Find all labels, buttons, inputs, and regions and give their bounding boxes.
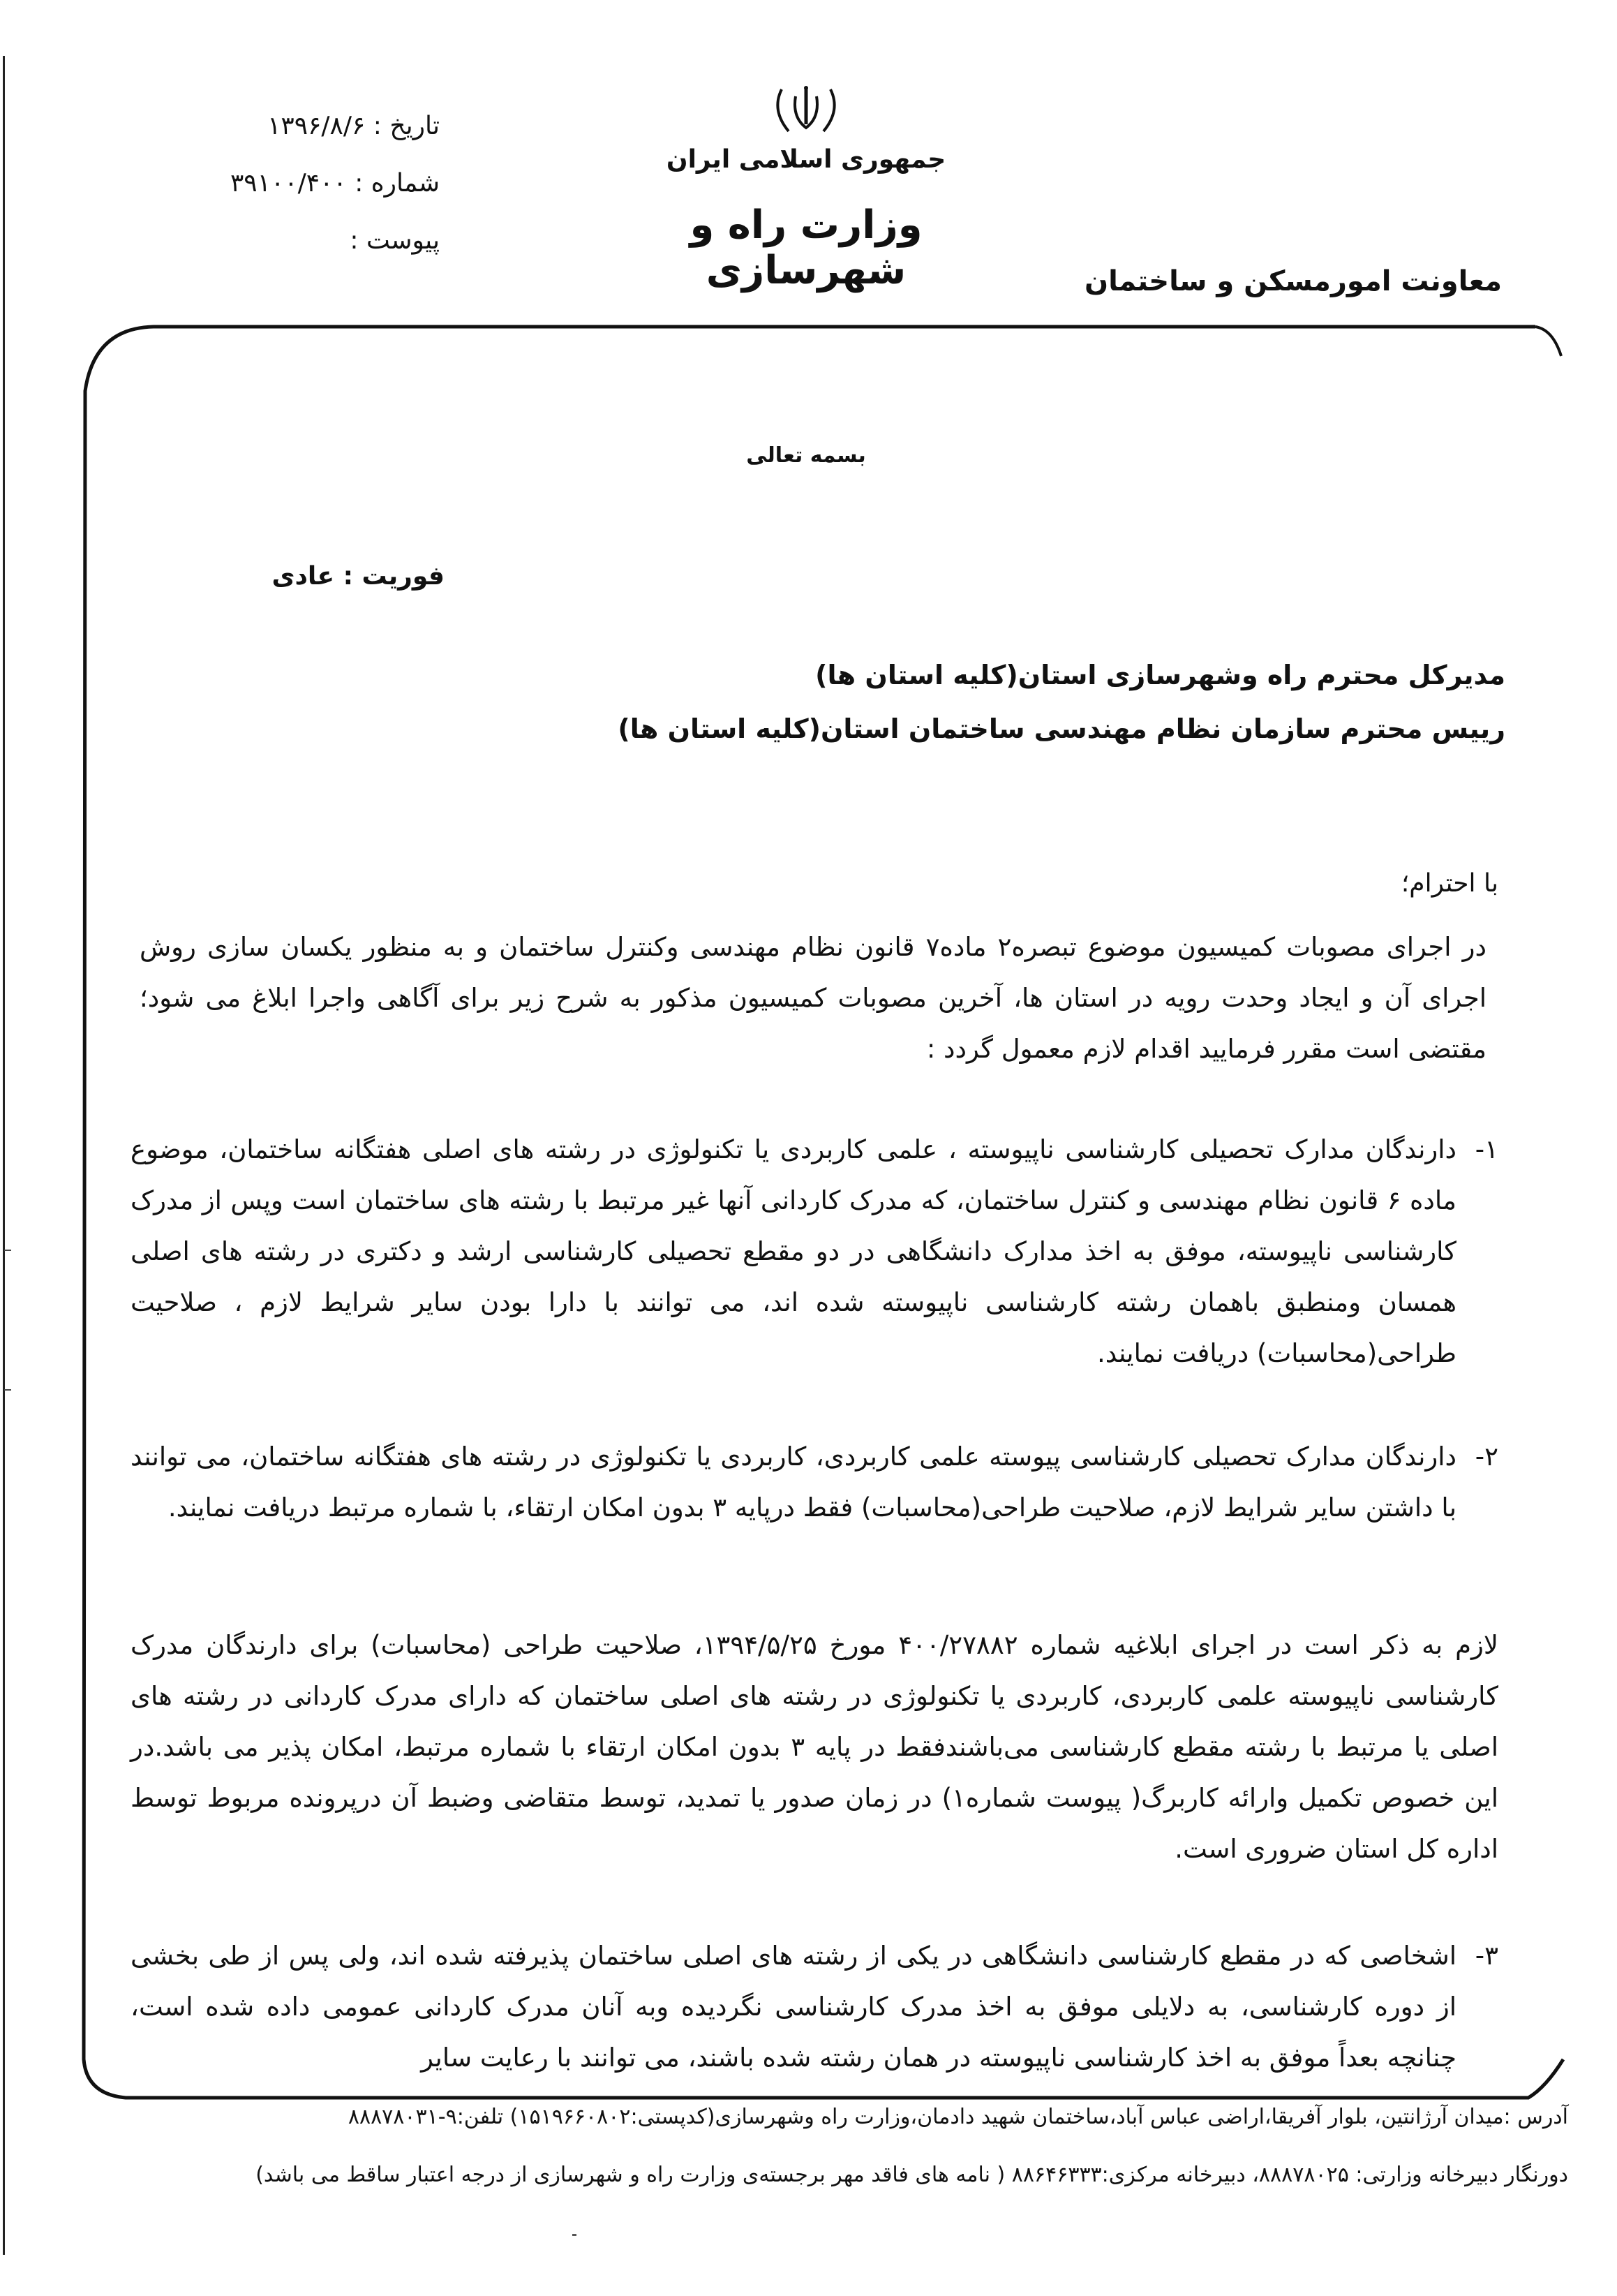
list-item: [131, 1431, 1498, 1533]
recipient-line: رییس محترم سازمان نظام مهندسی ساختمان استان(کلیه استان ها): [618, 713, 1505, 744]
item-text: اشخاصی که در مقطع کارشناسی دانشگاهی در یکی از رشته های اصلی ساختمان پذیرفته شده اند، ولی پس از طی بخشی از دوره کارشناسی، به دلایلی موفق به اخذ مدرک کارشناسی نگردیده وبه آنان مدرک کاردانی عمومی داده شده است، چنانچه بعداً موفق به اخذ کارشناسی ناپیوسته در همان رشته شده باشند، می توانند با رعایت سایر: [131, 1941, 1456, 2073]
list-item: [131, 1124, 1498, 1379]
date-field: تاریخ : ۱۳۹۶/۸/۶: [267, 112, 440, 140]
attachment-field: پیوست :: [350, 226, 440, 255]
deputy-name: معاونت امورمسکن و ساختمان: [1084, 265, 1502, 297]
item-number: ۱-: [1475, 1134, 1498, 1164]
recipient-line: مدیرکل محترم راه وشهرسازی استان(کلیه استان ها): [815, 660, 1505, 690]
country-name: جمهوری اسلامی ایران: [666, 145, 946, 174]
number-field: شماره : ۳۹۱۰۰/۴۰۰: [230, 169, 440, 198]
bism-heading: بسمه تعالی: [746, 443, 866, 468]
ministry-name: وزارت راه و شهرسازی: [690, 202, 923, 293]
footer-contacts: دورنگار دبیرخانه وزارتی: ۸۸۸۷۸۰۲۵، دبیرخانه مرکزی:۸۸۶۴۶۳۳۳ ( نامه های فاقد مهر برجسته‌ی وزارت راه و شهرسازی از درجه اعتبار ساقط می باشد): [255, 2163, 1568, 2187]
item-text: دارندگان مدارک تحصیلی کارشناسی پیوسته علمی کاربردی، کاربردی یا تکنولوژی در رشته های هفتگانه ساختمان، می توانند با داشتن سایر شرایط لازم، صلاحیت طراحی(محاسبات) فقط درپایه ۳ بدون امکان ارتقاء، با شماره مرتبط دریافت نمایند.: [131, 1442, 1456, 1523]
list-item: [131, 1930, 1498, 2083]
greeting: با احترام؛: [1401, 869, 1498, 898]
footer-address: آدرس :میدان آرژانتین، بلوار آفریقا،اراضی عباس آباد،ساختمان شهید دادمان،وزارت راه وشهرسازی(کدپستی:۱۵۱۹۶۶۰۸۰۲) تلفن:۹-۸۸۸۷۸۰۳۱: [348, 2105, 1568, 2129]
note-paragraph: لازم به ذکر است در اجرای ابلاغیه شماره ۴۰۰/۲۷۸۸۲ مورخ ۱۳۹۴/۵/۲۵، صلاحیت طراحی (محاسبات) برای دارندگان مدرک کارشناسی ناپیوسته علمی کاربردی، کاربردی یا تکنولوژی در رشته های اصلی ساختمان که دارای مدرک کاردانی در رشته های اصلی یا مرتبط با رشته مقطع کارشناسی می‌باشندفقط در پایه ۳ بدون امکان ارتقاء با شماره مرتبط، امکان پذیر می باشد.در این خصوص تکمیل وارائه کاربرگ( پیوست شماره۱) در زمان صدور یا تمدید، توسط متقاضی وضبط آن درپرونده مربوط توسط اداره کل استان ضروری است.: [131, 1630, 1499, 1864]
scan-speck: [572, 2234, 576, 2236]
item-number: ۲-: [1475, 1442, 1498, 1472]
item-number: ۳-: [1475, 1941, 1498, 1971]
item-text: دارندگان مدارک تحصیلی کارشناسی ناپیوسته ، علمی کاربردی یا تکنولوژی در رشته های اصلی هفتگانه ساختمان، موضوع ماده ۶ قانون نظام مهندسی و کنترل ساختمان، که مدرک کاردانی آنها غیر مرتبط با رشته های ساختمان است وپس از مدرک کارشناسی ناپیوسته، موفق به اخذ مدارک دانشگاهی در دو مقطع تحصیلی کارشناسی ارشد و دکتری در رشته های اصلی همسان ومنطبق باهمان رشته کارشناسی ناپیوسته شده اند، می توانند با دارا بودن سایر شرایط لازم ، صلاحیت طراحی(محاسبات) دریافت نمایند.: [131, 1134, 1456, 1368]
priority-field: فوریت : عادی: [271, 562, 445, 591]
intro-paragraph: در اجرای مصوبات کمیسیون موضوع تبصره۲ ماده۷ قانون نظام مهندسی وکنترل ساختمان و به منظور یکسان سازی روش اجرای آن و ایجاد وحدت رویه در استان ها، آخرین مصوبات کمیسیون مذکور به شرح زیر برای آگاهی واجرا ابلاغ می شود؛ مقتضی است مقرر فرمایید اقدام لازم معمول گردد :: [140, 932, 1486, 1064]
